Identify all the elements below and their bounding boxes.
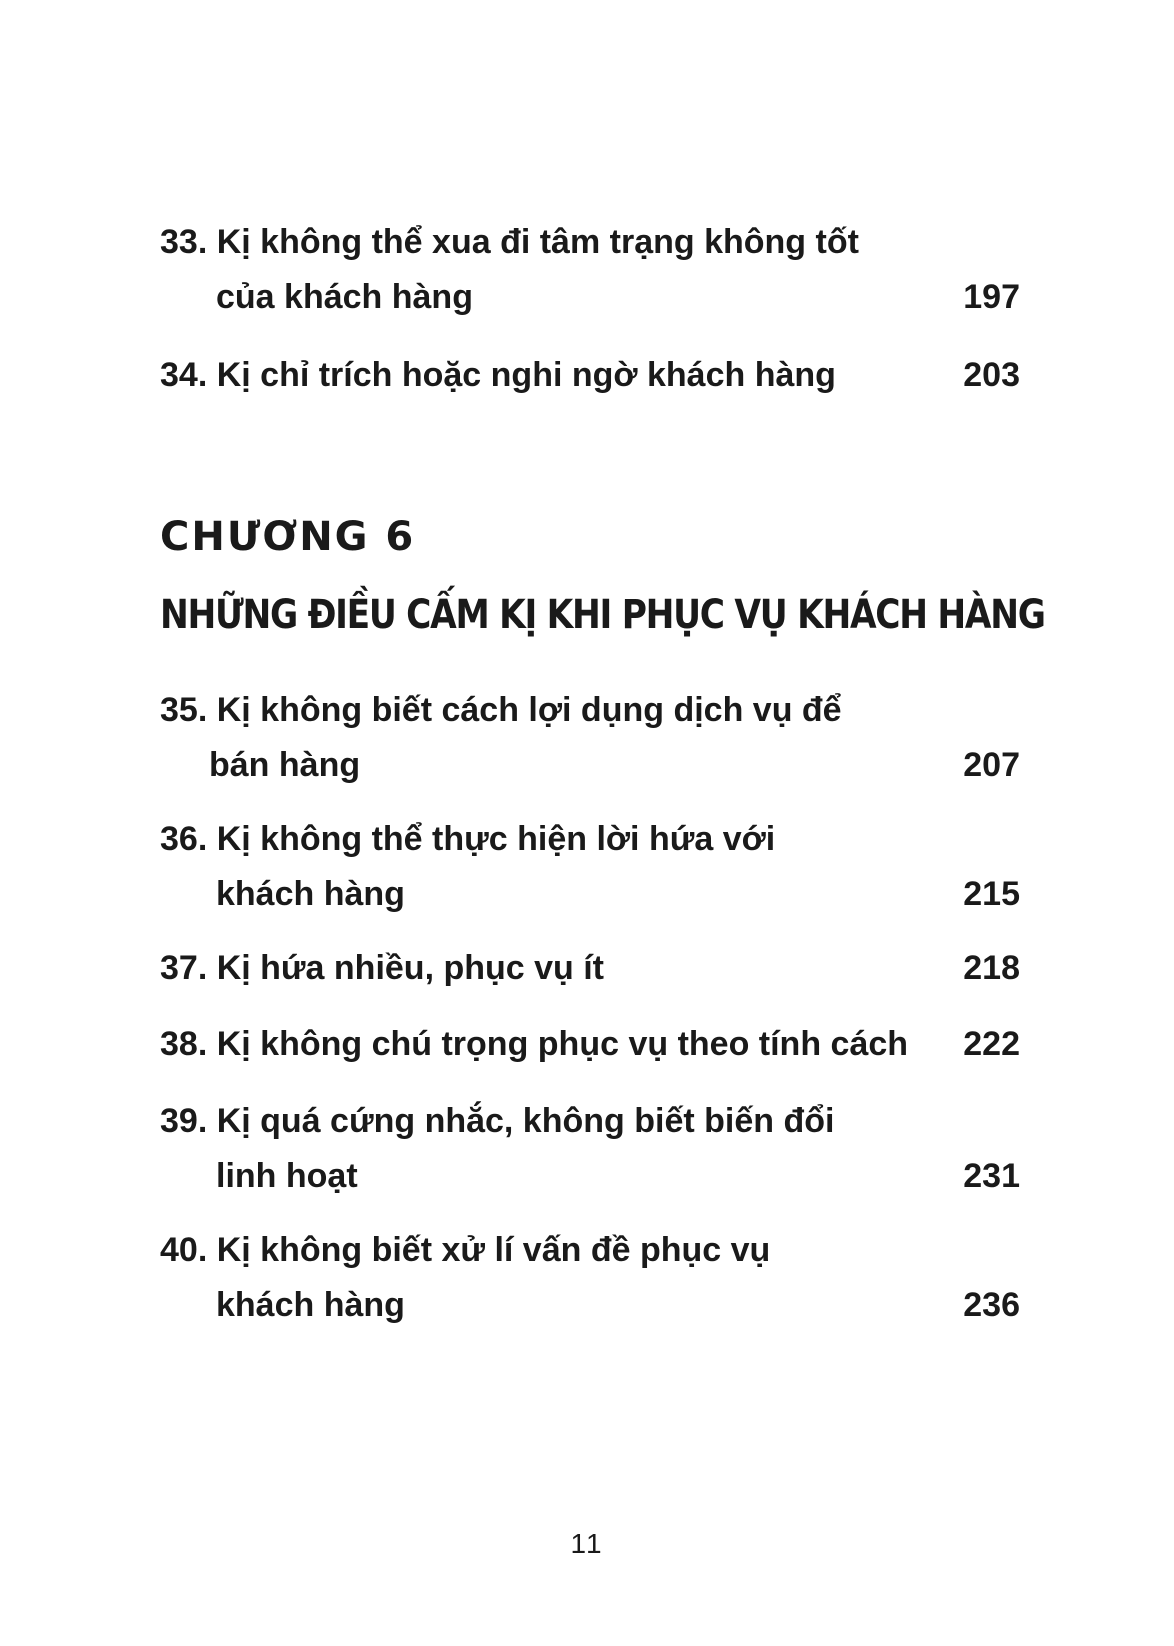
- toc-entry-36[interactable]: [160, 812, 1020, 922]
- page-number: 11: [570, 1528, 604, 1559]
- toc-entry-page: 222: [963, 1025, 1020, 1063]
- toc-entry-title-continued: khách hàng: [216, 1286, 405, 1324]
- toc-entry-page: 197: [963, 278, 1020, 316]
- toc-entry-title: 35. Kị không biết cách lợi dụng dịch vụ để: [160, 691, 842, 729]
- toc-entry-page: 231: [963, 1157, 1020, 1195]
- toc-entry-title: 37. Kị hứa nhiều, phục vụ ít: [160, 949, 605, 987]
- toc-entry-title-continued: của khách hàng: [216, 278, 473, 316]
- toc-entry-title: 40. Kị không biết xử lí vấn đề phục vụ: [160, 1231, 771, 1269]
- toc-entry-title: 38. Kị không chú trọng phục vụ theo tính cách: [160, 1025, 909, 1063]
- toc-entry-37[interactable]: [160, 941, 1020, 996]
- toc-entry-title-continued: khách hàng: [216, 875, 405, 913]
- toc-entry-title: 39. Kị quá cứng nhắc, không biết biến đổi: [160, 1102, 835, 1140]
- chapter-title: NHỮNG ĐIỀU CẤM KỊ KHI PHỤC VỤ KHÁCH HÀNG: [160, 592, 1045, 638]
- toc-entry-title: 36. Kị không thể thực hiện lời hứa với: [160, 820, 776, 858]
- toc-entry-34[interactable]: [160, 348, 1020, 403]
- toc-entry-40[interactable]: [160, 1223, 1020, 1333]
- toc-entry-page: 218: [963, 949, 1020, 987]
- toc-entry-page: 236: [963, 1286, 1020, 1324]
- toc-entry-39[interactable]: [160, 1094, 1020, 1204]
- chapter-label: CHƯƠNG 6: [160, 514, 416, 560]
- toc-entry-title-continued: bán hàng: [209, 746, 361, 784]
- toc-entry-title-continued: linh hoạt: [216, 1157, 358, 1195]
- toc-entry-page: 203: [963, 356, 1020, 394]
- toc-entry-35[interactable]: [160, 683, 1020, 793]
- toc-entry-page: 215: [963, 875, 1020, 913]
- toc-entry-38[interactable]: [160, 1017, 1020, 1072]
- toc-entry-title: 34. Kị chỉ trích hoặc nghi ngờ khách hàng: [160, 356, 836, 394]
- toc-entry-title: 33. Kị không thể xua đi tâm trạng không tốt: [160, 223, 859, 261]
- toc-entry-33[interactable]: [160, 215, 1020, 325]
- toc-entry-page: 207: [963, 746, 1020, 784]
